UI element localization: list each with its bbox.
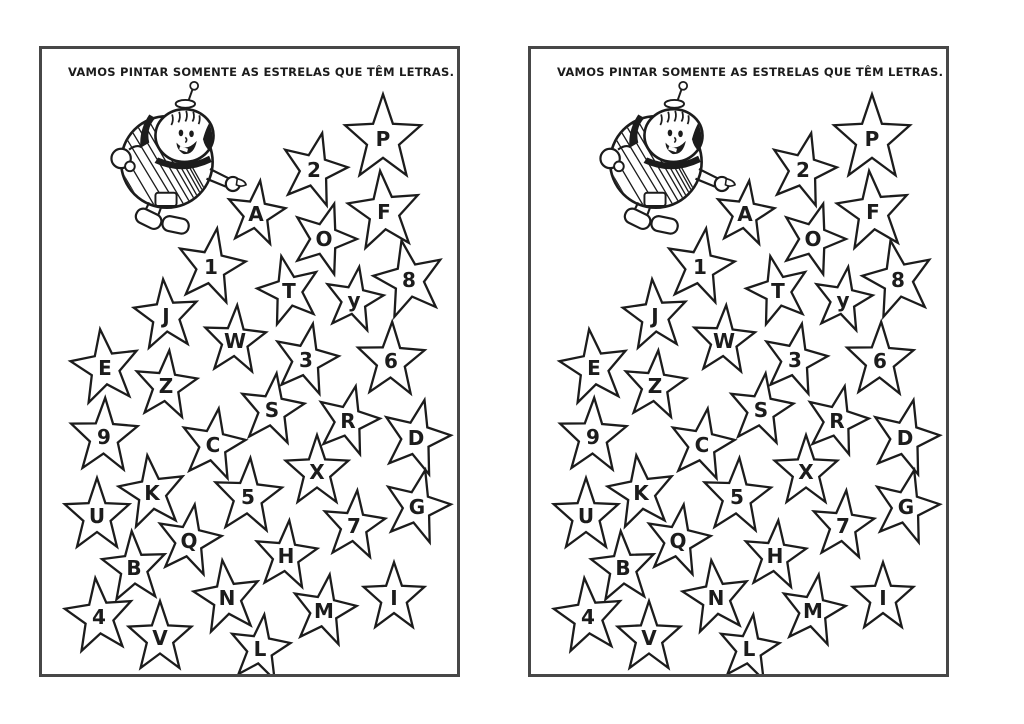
star-label-C: C bbox=[205, 433, 221, 457]
star-label-L: L bbox=[742, 637, 756, 661]
star-P[interactable] bbox=[345, 94, 421, 175]
star-label-O: O bbox=[804, 227, 822, 251]
star-3[interactable] bbox=[766, 324, 827, 394]
star-I[interactable] bbox=[853, 562, 914, 627]
star-label-T: T bbox=[282, 279, 296, 303]
star-label-Q: Q bbox=[669, 529, 687, 553]
star-label-Z: Z bbox=[647, 374, 663, 398]
star-label-W: W bbox=[712, 329, 736, 353]
star-E[interactable] bbox=[71, 329, 137, 402]
star-label-X: X bbox=[798, 460, 814, 484]
star-label-F: F bbox=[866, 200, 880, 224]
stars-canvas bbox=[531, 49, 946, 674]
star-label-W: W bbox=[223, 329, 247, 353]
star-9[interactable] bbox=[560, 398, 627, 470]
star-G[interactable] bbox=[877, 470, 940, 542]
star-label-G: G bbox=[408, 495, 426, 519]
star-label-N: N bbox=[218, 586, 236, 610]
star-O[interactable] bbox=[297, 204, 357, 274]
instruction-text: VAMOS PINTAR SOMENTE AS ESTRELAS QUE TÊM LETRAS. bbox=[68, 65, 455, 79]
star-S[interactable] bbox=[242, 373, 304, 442]
star-W[interactable] bbox=[694, 305, 755, 371]
star-label-2: 2 bbox=[307, 158, 321, 182]
star-label-E: E bbox=[98, 356, 112, 380]
star-label-H: H bbox=[277, 544, 295, 568]
star-label-8: 8 bbox=[891, 268, 905, 292]
star-label-I: I bbox=[390, 586, 398, 610]
star-label-y: y bbox=[836, 288, 850, 312]
star-label-P: P bbox=[375, 127, 391, 151]
star-label-D: D bbox=[896, 426, 914, 450]
instruction-text: VAMOS PINTAR SOMENTE AS ESTRELAS QUE TÊM LETRAS. bbox=[557, 65, 944, 79]
star-label-9: 9 bbox=[97, 425, 111, 449]
star-O[interactable] bbox=[786, 204, 846, 274]
star-label-I: I bbox=[879, 586, 887, 610]
star-label-4: 4 bbox=[92, 605, 106, 629]
star-V[interactable] bbox=[618, 601, 681, 668]
star-P[interactable] bbox=[834, 94, 910, 175]
star-D[interactable] bbox=[875, 400, 940, 474]
star-M[interactable] bbox=[295, 575, 357, 645]
star-label-1: 1 bbox=[204, 255, 218, 279]
star-C[interactable] bbox=[184, 409, 246, 479]
star-label-N: N bbox=[707, 586, 725, 610]
star-label-7: 7 bbox=[347, 514, 361, 538]
star-9[interactable] bbox=[71, 398, 138, 470]
star-label-A: A bbox=[248, 202, 264, 226]
star-label-9: 9 bbox=[586, 425, 600, 449]
star-2[interactable] bbox=[774, 133, 837, 205]
star-G[interactable] bbox=[388, 470, 451, 542]
star-X[interactable] bbox=[286, 435, 349, 502]
star-label-A: A bbox=[737, 202, 753, 226]
star-label-U: U bbox=[88, 504, 106, 528]
star-label-C: C bbox=[694, 433, 710, 457]
star-S[interactable] bbox=[731, 373, 793, 442]
star-label-X: X bbox=[309, 460, 325, 484]
star-label-2: 2 bbox=[796, 158, 810, 182]
star-label-M: M bbox=[314, 599, 334, 623]
star-T[interactable] bbox=[746, 256, 805, 324]
worksheet-panel-1 bbox=[39, 46, 460, 677]
star-1[interactable] bbox=[669, 228, 735, 302]
star-X[interactable] bbox=[775, 435, 838, 502]
star-label-G: G bbox=[897, 495, 915, 519]
worksheet-panel-2 bbox=[528, 46, 949, 677]
star-label-L: L bbox=[253, 637, 267, 661]
astronaut-kid-icon bbox=[88, 82, 246, 235]
star-label-Q: Q bbox=[180, 529, 198, 553]
star-label-J: J bbox=[162, 304, 170, 328]
star-label-y: y bbox=[347, 288, 361, 312]
star-label-V: V bbox=[641, 626, 657, 650]
star-label-K: K bbox=[633, 481, 649, 505]
star-label-P: P bbox=[864, 127, 880, 151]
star-C[interactable] bbox=[673, 409, 735, 479]
star-label-H: H bbox=[766, 544, 784, 568]
star-Z[interactable] bbox=[137, 350, 198, 417]
star-L[interactable] bbox=[721, 615, 779, 674]
star-label-O: O bbox=[315, 227, 333, 251]
star-label-3: 3 bbox=[788, 348, 802, 372]
star-2[interactable] bbox=[285, 133, 348, 205]
star-label-5: 5 bbox=[241, 485, 255, 509]
star-label-M: M bbox=[803, 599, 823, 623]
star-label-S: S bbox=[264, 398, 280, 422]
star-I[interactable] bbox=[364, 562, 425, 627]
star-T[interactable] bbox=[257, 256, 316, 324]
star-label-6: 6 bbox=[384, 349, 398, 373]
star-label-B: B bbox=[126, 556, 142, 580]
star-K[interactable] bbox=[608, 455, 672, 526]
star-label-U: U bbox=[577, 504, 595, 528]
star-label-B: B bbox=[615, 556, 631, 580]
star-label-6: 6 bbox=[873, 349, 887, 373]
star-R[interactable] bbox=[321, 386, 380, 454]
star-label-F: F bbox=[377, 200, 391, 224]
star-L[interactable] bbox=[232, 615, 290, 674]
star-V[interactable] bbox=[129, 601, 192, 668]
star-label-3: 3 bbox=[299, 348, 313, 372]
stars-canvas bbox=[42, 49, 457, 674]
star-F[interactable] bbox=[837, 171, 907, 248]
star-label-S: S bbox=[753, 398, 769, 422]
star-label-J: J bbox=[651, 304, 659, 328]
star-label-7: 7 bbox=[836, 514, 850, 538]
star-label-D: D bbox=[407, 426, 425, 450]
star-D[interactable] bbox=[386, 400, 451, 474]
star-R[interactable] bbox=[810, 386, 869, 454]
star-label-K: K bbox=[144, 481, 160, 505]
star-label-Z: Z bbox=[158, 374, 174, 398]
star-K[interactable] bbox=[119, 455, 183, 526]
star-8[interactable] bbox=[862, 241, 929, 317]
star-label-8: 8 bbox=[402, 268, 416, 292]
star-label-T: T bbox=[771, 279, 785, 303]
star-label-E: E bbox=[587, 356, 601, 380]
star-label-1: 1 bbox=[693, 255, 707, 279]
star-F[interactable] bbox=[348, 171, 418, 248]
star-M[interactable] bbox=[784, 575, 846, 645]
star-W[interactable] bbox=[205, 305, 266, 371]
star-label-4: 4 bbox=[581, 605, 595, 629]
star-8[interactable] bbox=[373, 241, 440, 317]
star-Z[interactable] bbox=[626, 350, 687, 417]
star-1[interactable] bbox=[180, 228, 246, 302]
astronaut-kid-icon bbox=[577, 82, 735, 235]
star-label-V: V bbox=[152, 626, 168, 650]
star-label-5: 5 bbox=[730, 485, 744, 509]
star-3[interactable] bbox=[277, 324, 338, 394]
star-label-R: R bbox=[340, 409, 356, 433]
star-E[interactable] bbox=[560, 329, 626, 402]
star-label-R: R bbox=[829, 409, 845, 433]
